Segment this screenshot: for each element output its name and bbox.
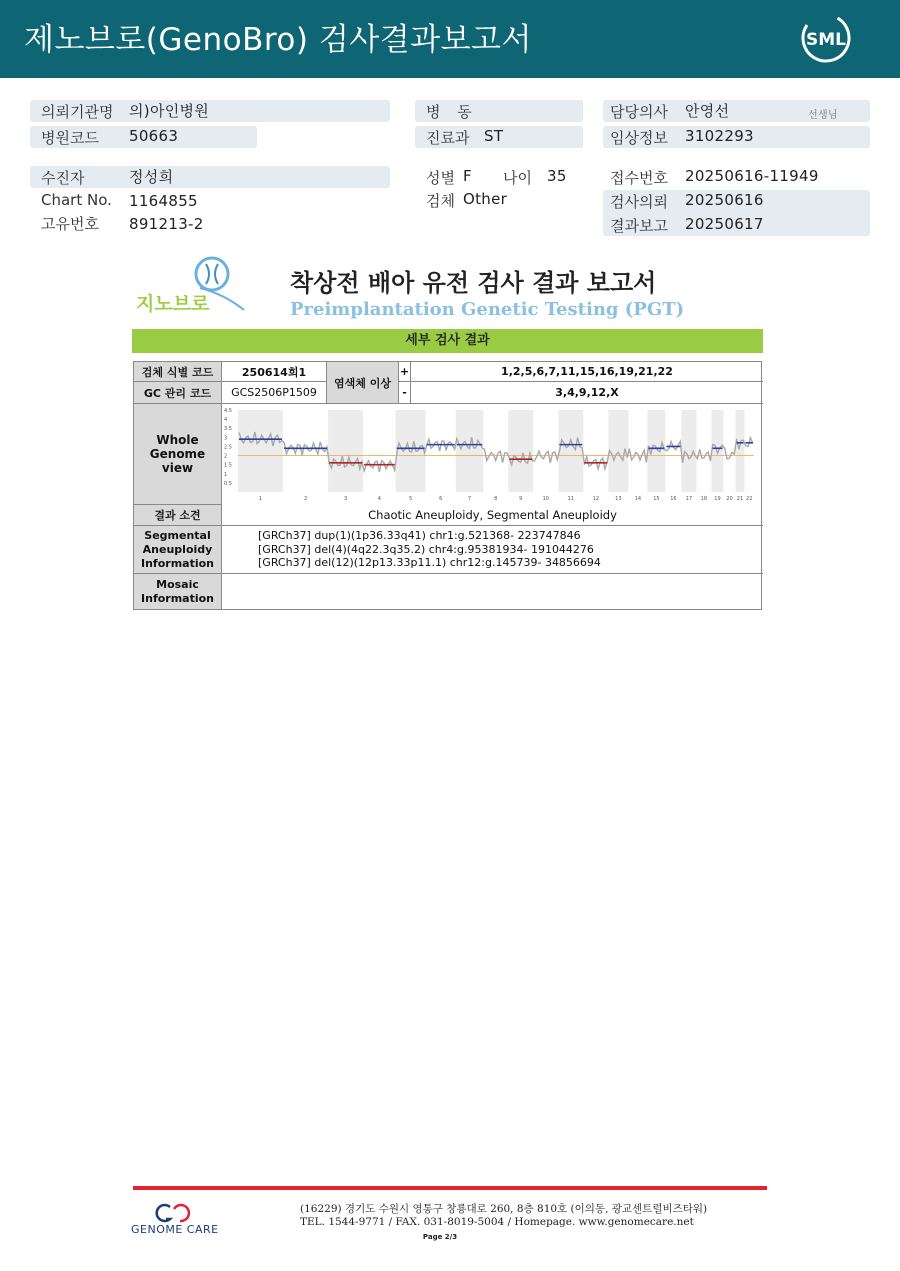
chr-band-7 xyxy=(456,410,484,492)
x-tick-label: 6 xyxy=(439,496,443,502)
age-value: 35 xyxy=(547,167,567,185)
gc-code-label: GC 관리 코드 xyxy=(134,382,222,404)
hospcode-label: 병원코드 xyxy=(41,129,99,147)
x-tick-label: 9 xyxy=(519,496,523,502)
y-tick-label: 0.5 xyxy=(224,480,232,487)
specimen-value: Other xyxy=(463,190,508,208)
specimen-code-value: 250614희1 xyxy=(222,362,327,382)
x-tick-label: 15 xyxy=(653,496,660,502)
chr-band-9 xyxy=(508,410,533,492)
x-tick-label: 10 xyxy=(542,496,549,502)
footer-divider xyxy=(133,1186,767,1190)
y-tick-label: 2.5 xyxy=(224,444,232,451)
clinical-label: 임상정보 xyxy=(610,129,668,147)
chr-band-3 xyxy=(328,410,363,492)
report-value: 20250617 xyxy=(685,215,764,233)
sml-logo xyxy=(800,12,852,64)
copy-number-trace xyxy=(239,432,753,472)
genome-care-text: GENOME CARE xyxy=(131,1223,219,1236)
dept-label: 진료과 xyxy=(426,129,470,147)
x-tick-label: 4 xyxy=(377,496,381,502)
x-tick-label: 20 xyxy=(726,496,733,502)
ward-label: 병 동 xyxy=(426,103,478,121)
gc-code-value: GCS2506P1509 xyxy=(222,382,327,404)
sex-value: F xyxy=(463,167,472,185)
genome-chart xyxy=(222,404,762,504)
patient-label: 수진자 xyxy=(41,169,85,187)
segmental-info xyxy=(222,526,763,574)
plus-sign: + xyxy=(399,362,411,382)
y-tick-label: 4 xyxy=(224,417,228,424)
x-tick-label: 22 xyxy=(746,496,753,502)
doctor-value: 안영선 xyxy=(685,102,730,120)
genobro-logo-text: 지노브로 xyxy=(136,293,210,315)
age-label: 나이 xyxy=(503,169,532,187)
finding-label: 결과 소견 xyxy=(134,505,222,526)
uid-label: 고유번호 xyxy=(41,215,99,233)
report-label: 결과보고 xyxy=(610,217,668,235)
x-tick-label: 16 xyxy=(670,496,677,502)
segmental-lines xyxy=(258,529,601,570)
genobro-logo xyxy=(134,254,249,318)
specimen-code-label: 검체 식별 코드 xyxy=(134,362,222,382)
section-header xyxy=(132,329,763,353)
receipt-label: 접수번호 xyxy=(610,169,668,187)
sex-label: 성별 xyxy=(426,169,455,187)
chart-value: 1164855 xyxy=(129,192,198,210)
dept-value: ST xyxy=(484,127,504,145)
x-tick-label: 13 xyxy=(615,496,622,502)
mosaic-value xyxy=(222,574,763,609)
receipt-value: 20250616-11949 xyxy=(685,167,819,185)
request-value: 20250616 xyxy=(685,191,764,209)
x-tick-label: 17 xyxy=(685,496,693,502)
specimen-label: 검체 xyxy=(426,192,455,210)
finding-value: Chaotic Aneuploidy, Segmental Aneuploidy xyxy=(222,505,763,526)
x-tick-label: 19 xyxy=(714,496,721,502)
svg-text:SML: SML xyxy=(806,30,846,50)
mosaic-label: Mosaic Information xyxy=(134,574,222,609)
x-tick-label: 1 xyxy=(258,496,263,502)
report-header xyxy=(0,0,900,78)
y-tick-label: 4.5 xyxy=(224,408,232,414)
x-tick-label: 3 xyxy=(344,496,348,502)
plus-chromosomes: 1,2,5,6,7,11,15,16,19,21,22 xyxy=(411,362,763,382)
x-tick-label: 5 xyxy=(409,496,413,502)
y-tick-label: 1 xyxy=(224,471,228,478)
hospcode-value: 50663 xyxy=(129,127,179,145)
uid-value: 891213-2 xyxy=(129,215,204,233)
y-tick-label: 2 xyxy=(224,453,228,460)
section-title: 세부 검사 결과 xyxy=(405,333,490,348)
chart-label: Chart No. xyxy=(41,191,112,209)
x-tick-label: 21 xyxy=(736,496,744,502)
footer-address: (16229) 경기도 수원시 영통구 창룡대로 260, 8층 810호 (이의동, 광교센트럴비즈타워) xyxy=(300,1203,708,1215)
chr-band-21 xyxy=(735,410,744,492)
x-tick-label: 8 xyxy=(494,496,498,502)
pgt-title-korean: 착상전 배아 유전 검사 결과 보고서 xyxy=(290,269,657,297)
hospital-label: 의뢰기관명 xyxy=(41,103,114,121)
page-number: Page 2/3 xyxy=(422,1233,458,1241)
x-tick-label: 18 xyxy=(700,496,708,502)
y-tick-label: 3 xyxy=(224,435,228,442)
abnormal-label: 염색체 이상 xyxy=(327,362,399,404)
x-tick-label: 12 xyxy=(592,496,600,502)
footer-contact: TEL. 1544-9771 / FAX. 031-8019-5004 / Homepage. www.genomecare.net xyxy=(300,1216,694,1228)
x-tick-label: 7 xyxy=(467,496,472,502)
chr-band-11 xyxy=(558,410,583,492)
x-tick-label: 11 xyxy=(567,496,575,502)
results-table xyxy=(133,361,762,610)
genome-chart-area xyxy=(222,404,762,504)
doctor-suffix: 선생님 xyxy=(808,110,838,121)
genome-view-label: Whole Genome view xyxy=(134,404,222,505)
report-title: 제노브로(GenoBro) 검사결과보고서 xyxy=(24,22,532,58)
pgt-title-english: Preimplantation Genetic Testing (PGT) xyxy=(290,299,685,320)
segmental-line-1: [GRCh37] dup(1)(1p36.33q41) chr1:g.521368- 223747846 xyxy=(258,529,581,543)
chr-band-17 xyxy=(681,410,696,492)
x-tick-label: 14 xyxy=(634,496,642,502)
request-label: 검사의뢰 xyxy=(610,193,668,211)
segmental-line-3: [GRCh37] del(12)(12p13.33p11.1) chr12:g.145739- 34856694 xyxy=(258,556,601,570)
minus-sign: - xyxy=(399,382,411,404)
y-tick-label: 1.5 xyxy=(224,462,232,469)
patient-value: 정성희 xyxy=(129,168,174,186)
minus-chromosomes: 3,4,9,12,X xyxy=(411,382,763,404)
chr-band-1 xyxy=(238,410,283,492)
y-tick-label: 3.5 xyxy=(224,426,232,433)
x-tick-label: 2 xyxy=(303,496,308,502)
doctor-label: 담당의사 xyxy=(610,103,668,121)
segmental-line-2: [GRCh37] del(4)(4q22.3q35.2) chr4:g.95381934- 191044276 xyxy=(258,542,594,556)
hospital-value: 의)아인병원 xyxy=(129,102,210,120)
clinical-value: 3102293 xyxy=(685,127,754,145)
segmental-label: Segmental Aneuploidy Information xyxy=(134,526,222,574)
